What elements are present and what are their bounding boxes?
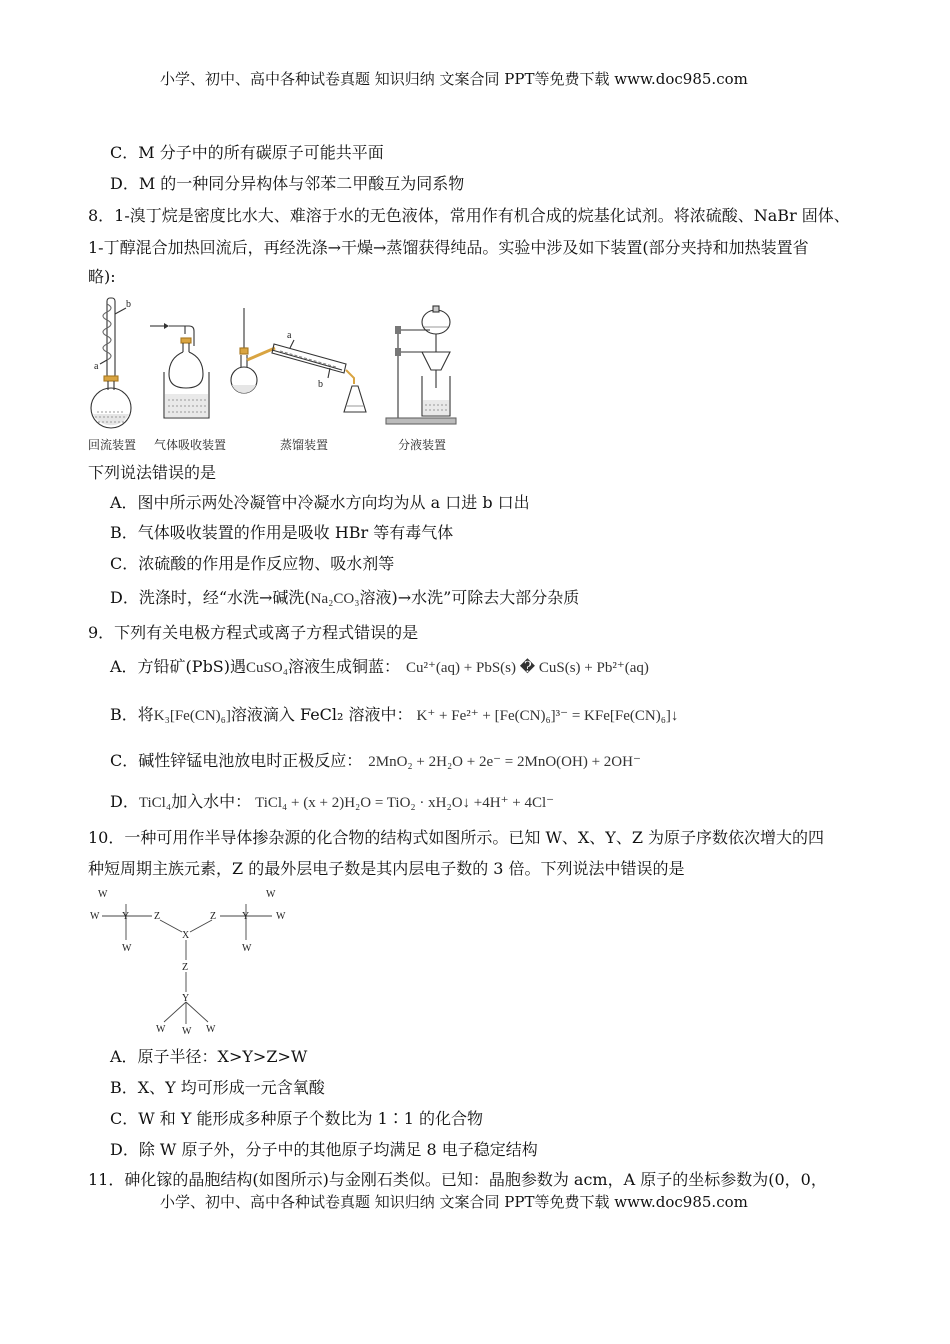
- caption-gas-absorption: 气体吸收装置: [154, 438, 227, 452]
- atom-w: W: [206, 1024, 216, 1034]
- page-footer: 小学、初中、高中各种试卷真题 知识归纳 文案合同 PPT等免费下载 www.doc985.com: [160, 1193, 748, 1211]
- q10-option-c: C．W 和 Y 能形成多种原子个数比为 1∶1 的化合物: [110, 1109, 484, 1128]
- atom-x: X: [182, 930, 190, 941]
- atom-y: Y: [242, 911, 250, 922]
- q9-c-pre: C．碱性锌锰电池放电时正极反应：: [110, 751, 363, 770]
- q9-b-reagent: K₃[Fe(CN)₆]: [153, 708, 231, 724]
- q8-ask: 下列说法错误的是: [88, 463, 217, 482]
- q8-d-pre: D．洗涤时，经“水洗→碱洗(: [110, 588, 311, 607]
- q8-stem-line2: 1-丁醇混合加热回流后，再经洗涤→干燥→蒸馏获得纯品。实验中涉及如下装置(部分夹持和加热装置省: [88, 238, 809, 257]
- caption-distillation: 蒸馏装置: [280, 438, 329, 452]
- q8-stem-line1: 8．1-溴丁烷是密度比水大、难溶于水的无色液体，常用作有机合成的烷基化试剂。将浓硫酸、NaBr 固体、: [88, 206, 850, 225]
- q9-b-mid: 溶液滴入 FeCl₂ 溶液中：: [230, 705, 413, 724]
- lab-apparatus-figure: [84, 290, 474, 460]
- q8-d-post: 溶液)→水洗”可除去大部分杂质: [359, 588, 580, 607]
- distill-label-b: b: [318, 379, 323, 390]
- atom-y: Y: [122, 911, 130, 922]
- q8-option-c: C．浓硫酸的作用是作反应物、吸水剂等: [110, 554, 395, 573]
- q9-stem: 9．下列有关电极方程式或离子方程式错误的是: [88, 623, 419, 642]
- reflux-label-b: b: [126, 299, 131, 310]
- q8-option-d: [110, 587, 579, 610]
- q10-stem-line2: 种短周期主族元素，Z 的最外层电子数是其内层电子数的 3 倍。下列说法中错误的是: [88, 859, 685, 878]
- distillation-apparatus: [231, 308, 366, 412]
- atom-z: Z: [210, 911, 217, 922]
- q7-option-d: D．M 的一种同分异构体与邻苯二甲酸互为同系物: [110, 174, 465, 193]
- q9-option-d: [110, 791, 554, 814]
- q11-stem: 11．砷化镓的晶胞结构(如图所示)与金刚石类似。已知：晶胞参数为 acm，A 原子的坐标参数为(0，0，: [88, 1170, 827, 1189]
- atom-z: Z: [154, 911, 161, 922]
- q9-option-b: [110, 704, 678, 727]
- q9-a-mid: 溶液生成铜蓝：: [287, 657, 400, 676]
- q9-a-equation: Cu²⁺(aq) + PbS(s) � CuS(s) + Pb²⁺(aq): [405, 660, 649, 676]
- atom-w: W: [276, 911, 286, 922]
- q9-a-reagent: CuSO₄: [246, 660, 288, 676]
- q10-option-d: D．除 W 原子外，分子中的其他原子均满足 8 电子稳定结构: [110, 1140, 538, 1159]
- gas-absorption-apparatus: [164, 326, 209, 418]
- q9-d-equation: TiCl₄ + (x + 2)H₂O = TiO₂ · xH₂O↓ +4H⁺ + 4Cl⁻: [255, 795, 555, 811]
- atom-y: Y: [182, 993, 190, 1004]
- atom-z: Z: [182, 962, 189, 973]
- q9-d-mid: 加入水中：: [171, 792, 252, 811]
- atom-w: W: [90, 911, 100, 922]
- atom-w: W: [122, 943, 132, 954]
- q7-option-c: C．M 分子中的所有碳原子可能共平面: [110, 143, 384, 162]
- q10-stem-line1: 10．一种可用作半导体掺杂源的化合物的结构式如图所示。已知 W、X、Y、Z 为原子序数依次增大的四: [88, 828, 825, 847]
- q9-b-equation: K⁺ + Fe²⁺ + [Fe(CN)₆]³⁻ = KFe[Fe(CN)₆]↓: [416, 708, 679, 724]
- atom-w: W: [266, 889, 276, 900]
- q9-c-equation: 2MnO₂ + 2H₂O + 2e⁻ = 2MnO(OH) + 2OH⁻: [368, 754, 641, 770]
- q8-option-b: B．气体吸收装置的作用是吸收 HBr 等有毒气体: [110, 523, 454, 542]
- q9-d-reagent: TiCl₄: [138, 795, 172, 811]
- reflux-label-a: a: [94, 361, 99, 372]
- structural-formula: [84, 884, 294, 1034]
- distill-label-a: a: [287, 330, 292, 341]
- q9-a-pre: A．方铅矿(PbS)遇: [110, 657, 247, 676]
- atom-w: W: [242, 943, 252, 954]
- q9-option-c: [110, 750, 641, 773]
- q8-option-a: A．图中所示两处冷凝管中冷凝水方向均为从 a 口进 b 口出: [110, 493, 530, 512]
- atom-w: W: [98, 889, 108, 900]
- page-header: 小学、初中、高中各种试卷真题 知识归纳 文案合同 PPT等免费下载 www.doc985.com: [160, 70, 748, 88]
- q8-d-formula: Na₂CO₃: [310, 591, 360, 607]
- atom-w: W: [182, 1026, 192, 1034]
- q10-option-a: A．原子半径：X>Y>Z>W: [110, 1047, 308, 1066]
- atom-w: W: [156, 1024, 166, 1034]
- q9-option-a: [110, 656, 649, 679]
- q9-b-pre: B．将: [110, 705, 154, 724]
- q10-option-b: B．X、Y 均可形成一元含氧酸: [110, 1078, 325, 1097]
- q9-d-pre: D．: [110, 792, 139, 811]
- q8-stem-line3: 略):: [88, 267, 116, 286]
- separation-apparatus: [386, 306, 456, 424]
- caption-reflux: 回流装置: [88, 438, 137, 452]
- caption-separation: 分液装置: [398, 438, 447, 452]
